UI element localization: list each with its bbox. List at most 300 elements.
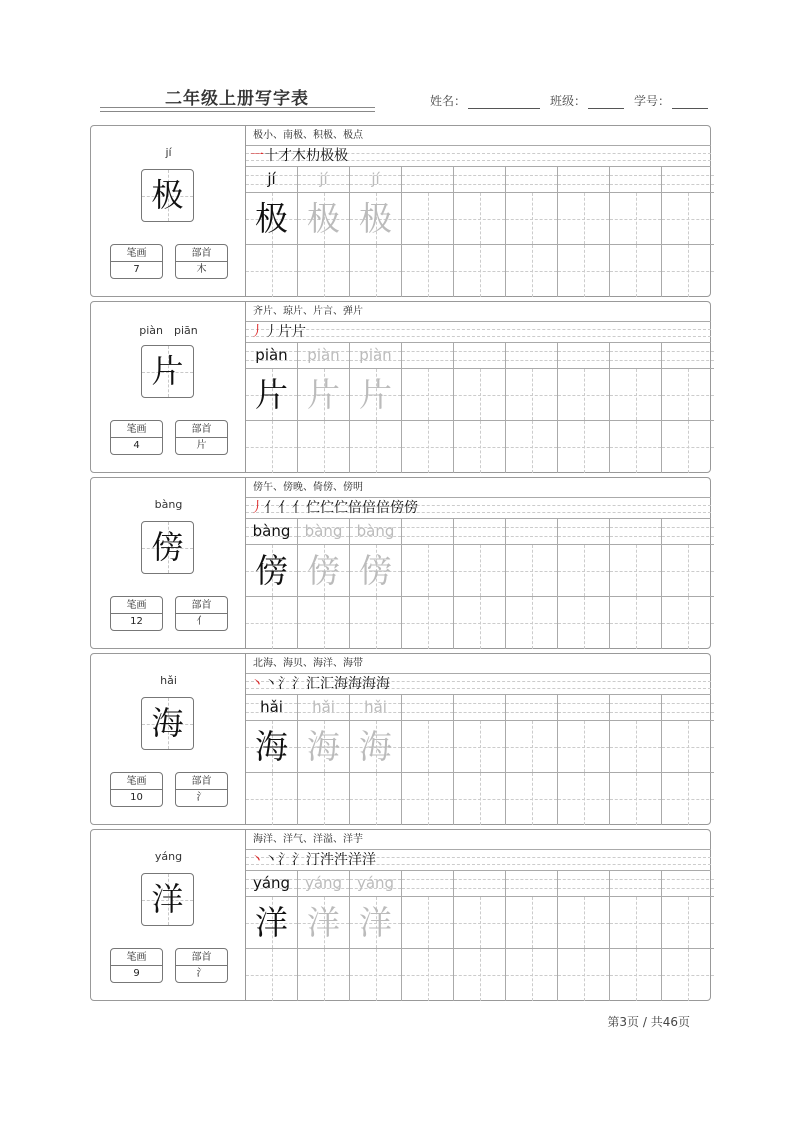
- writing-cell[interactable]: [610, 949, 661, 1001]
- pinyin-practice-cell[interactable]: [402, 871, 453, 897]
- stroke-count-value: 7: [133, 264, 140, 275]
- pinyin-practice-cell[interactable]: [662, 519, 714, 545]
- writing-cell[interactable]: [662, 545, 714, 597]
- practice-column: [350, 343, 402, 473]
- practice-grid: [246, 871, 711, 1001]
- writing-cell[interactable]: [506, 597, 557, 649]
- character-pinyin: bàng: [154, 498, 183, 511]
- stroke-step: 氵: [292, 852, 306, 868]
- pinyin-practice-cell[interactable]: [506, 519, 557, 545]
- character-pinyin: hǎi: [160, 674, 177, 687]
- stroke-step: 汼: [334, 852, 348, 868]
- writing-cell[interactable]: [454, 721, 505, 773]
- trace-character: 片: [359, 375, 392, 414]
- example-words: 齐片、琼片、片言、弹片: [246, 302, 711, 322]
- writing-cell[interactable]: [610, 193, 661, 245]
- pinyin-practice-cell[interactable]: [454, 695, 505, 721]
- radical-box: [175, 420, 228, 455]
- class-label: 班级：: [549, 94, 586, 108]
- pinyin-practice-cell[interactable]: [662, 695, 714, 721]
- writing-cell[interactable]: [350, 421, 401, 473]
- practice-column: [350, 695, 402, 825]
- character-box: [141, 873, 194, 926]
- pinyin-practice-cell[interactable]: [558, 167, 609, 193]
- character-card: [90, 829, 711, 1001]
- practice-column: [454, 519, 506, 649]
- radical-value: 氵: [196, 792, 207, 803]
- practice-grid: [246, 167, 711, 297]
- writing-cell[interactable]: [506, 773, 557, 825]
- title-underline: [100, 107, 375, 112]
- character-pinyin: piàn piān: [139, 324, 198, 337]
- practice-column: [454, 167, 506, 297]
- pinyin-practice-cell[interactable]: [506, 695, 557, 721]
- trace-pinyin: piàn: [307, 346, 340, 364]
- trace-character: 海: [359, 727, 392, 766]
- writing-cell[interactable]: [610, 369, 661, 421]
- writing-cell[interactable]: [298, 773, 349, 825]
- stroke-order-row: [246, 322, 711, 343]
- practice-column: [298, 871, 350, 1001]
- writing-cell[interactable]: [454, 897, 505, 949]
- trace-character: 海: [307, 727, 340, 766]
- writing-cell[interactable]: [610, 773, 661, 825]
- pinyin-practice-cell[interactable]: [610, 871, 661, 897]
- stroke-count-label: 笔画: [111, 597, 162, 614]
- stroke-step: 海: [362, 676, 376, 692]
- writing-cell[interactable]: [454, 245, 505, 297]
- stroke-step: 伫: [320, 500, 334, 516]
- writing-cell[interactable]: [402, 545, 453, 597]
- writing-cell[interactable]: [402, 949, 453, 1001]
- stroke-order-row: [246, 498, 711, 519]
- stroke-step: 极: [334, 148, 348, 164]
- stroke-step: 汀: [306, 852, 320, 868]
- stroke-step: 木: [292, 148, 306, 164]
- trace-character: 洋: [359, 903, 392, 942]
- stroke-step: 丿: [250, 500, 264, 516]
- stroke-count-label: 笔画: [111, 421, 162, 438]
- stroke-step: 洋: [348, 852, 362, 868]
- example-words: 北海、海贝、海洋、海带: [246, 654, 711, 674]
- trace-character: 傍: [307, 551, 340, 590]
- practice-column: [662, 871, 714, 1001]
- character-info-panel: [91, 126, 246, 296]
- writing-cell[interactable]: [506, 897, 557, 949]
- model-pinyin: jí: [267, 170, 276, 188]
- writing-cell[interactable]: [350, 597, 401, 649]
- character-card: [90, 653, 711, 825]
- name-label: 姓名：: [429, 94, 466, 108]
- writing-cell[interactable]: [298, 949, 349, 1001]
- stroke-count-box: [110, 596, 163, 631]
- pinyin-practice-cell[interactable]: [610, 695, 661, 721]
- writing-cell[interactable]: [246, 597, 297, 649]
- writing-cell[interactable]: [246, 773, 297, 825]
- practice-column: [350, 167, 402, 297]
- radical-label: 部首: [176, 421, 227, 438]
- practice-panel: [246, 302, 711, 472]
- practice-column: [402, 871, 454, 1001]
- practice-column: [662, 519, 714, 649]
- practice-column: [298, 343, 350, 473]
- writing-cell[interactable]: [298, 245, 349, 297]
- practice-column: [610, 167, 662, 297]
- model-pinyin: yáng: [252, 874, 291, 892]
- pinyin-practice-cell[interactable]: [402, 519, 453, 545]
- trace-pinyin: jí: [371, 170, 380, 188]
- radical-value: 氵: [196, 968, 207, 979]
- writing-cell[interactable]: [506, 193, 557, 245]
- pinyin-practice-cell[interactable]: [662, 871, 714, 897]
- class-blank[interactable]: [588, 97, 624, 109]
- writing-cell[interactable]: [402, 773, 453, 825]
- example-words: 极小、南极、积极、极点: [246, 126, 711, 146]
- practice-column: [662, 343, 714, 473]
- pinyin-practice-cell[interactable]: [402, 343, 453, 369]
- writing-cell[interactable]: [454, 369, 505, 421]
- stroke-step: 片: [292, 324, 306, 340]
- practice-column: [246, 871, 298, 1001]
- stroke-step: 汼: [320, 852, 334, 868]
- stroke-count-box: [110, 244, 163, 279]
- writing-cell[interactable]: [662, 949, 714, 1001]
- practice-column: [610, 871, 662, 1001]
- practice-column: [454, 343, 506, 473]
- stroke-count-value: 4: [133, 440, 140, 451]
- stroke-count-box: [110, 772, 163, 807]
- pinyin-practice-cell[interactable]: [558, 695, 609, 721]
- practice-panel: [246, 478, 711, 648]
- practice-column: [246, 695, 298, 825]
- stroke-step: 倍: [376, 500, 390, 516]
- trace-character: 洋: [307, 903, 340, 942]
- stroke-count-box: [110, 948, 163, 983]
- stroke-step: 氵: [278, 676, 292, 692]
- writing-cell[interactable]: [298, 597, 349, 649]
- student-no-field: [634, 92, 708, 109]
- writing-cell[interactable]: [402, 193, 453, 245]
- writing-cell[interactable]: [506, 369, 557, 421]
- trace-pinyin: yáng: [304, 874, 343, 892]
- stroke-order-sequence: [250, 322, 306, 343]
- writing-cell[interactable]: [662, 245, 714, 297]
- stroke-step: 海: [334, 676, 348, 692]
- character-pinyin: yáng: [154, 850, 183, 863]
- stroke-count-label: 笔画: [111, 773, 162, 790]
- practice-column: [454, 695, 506, 825]
- trace-character: 极: [359, 199, 392, 238]
- trace-pinyin: hǎi: [312, 698, 335, 716]
- writing-cell[interactable]: [662, 193, 714, 245]
- practice-column: [558, 167, 610, 297]
- worksheet-header: [90, 80, 710, 112]
- pinyin-practice-cell[interactable]: [454, 871, 505, 897]
- model-pinyin: bàng: [252, 522, 291, 540]
- stroke-order-row: [246, 146, 711, 167]
- writing-cell[interactable]: [558, 193, 609, 245]
- stroke-step: 海: [376, 676, 390, 692]
- writing-cell[interactable]: [506, 421, 557, 473]
- writing-cell[interactable]: [506, 949, 557, 1001]
- stroke-step: 氵: [278, 852, 292, 868]
- character-glyph: 极: [151, 176, 184, 214]
- practice-column: [558, 871, 610, 1001]
- radical-box: [175, 596, 228, 631]
- stroke-step: 十: [264, 148, 278, 164]
- practice-column: [246, 519, 298, 649]
- pinyin-practice-cell[interactable]: [402, 695, 453, 721]
- writing-cell[interactable]: [402, 421, 453, 473]
- practice-column: [558, 695, 610, 825]
- stroke-count-value: 10: [130, 792, 143, 803]
- practice-column: [506, 343, 558, 473]
- practice-panel: [246, 830, 711, 1000]
- writing-cell[interactable]: [558, 421, 609, 473]
- writing-cell[interactable]: [506, 721, 557, 773]
- pinyin-practice-cell[interactable]: [454, 343, 505, 369]
- writing-cell[interactable]: [610, 421, 661, 473]
- practice-column: [246, 167, 298, 297]
- writing-cell[interactable]: [662, 421, 714, 473]
- writing-cell[interactable]: [350, 773, 401, 825]
- character-info-panel: [91, 302, 246, 472]
- practice-column: [350, 871, 402, 1001]
- character-info-panel: [91, 478, 246, 648]
- model-pinyin: hǎi: [260, 698, 283, 716]
- trace-pinyin: bàng: [356, 522, 395, 540]
- practice-column: [402, 167, 454, 297]
- writing-cell[interactable]: [454, 545, 505, 597]
- writing-cell[interactable]: [402, 245, 453, 297]
- stroke-step: 洋: [362, 852, 376, 868]
- practice-grid: [246, 695, 711, 825]
- writing-cell[interactable]: [454, 193, 505, 245]
- stroke-step: 亻: [292, 500, 306, 516]
- practice-column: [506, 167, 558, 297]
- character-info-panel: [91, 830, 246, 1000]
- practice-column: [610, 519, 662, 649]
- stroke-count-label: 笔画: [111, 245, 162, 262]
- stroke-step: 丿: [264, 324, 278, 340]
- character-glyph: 片: [151, 352, 184, 390]
- pinyin-practice-cell[interactable]: [506, 343, 557, 369]
- pinyin-practice-cell[interactable]: [610, 343, 661, 369]
- writing-cell[interactable]: [246, 949, 297, 1001]
- character-glyph: 海: [151, 704, 184, 742]
- writing-cell[interactable]: [558, 545, 609, 597]
- model-pinyin: piàn: [255, 346, 288, 364]
- practice-column: [298, 167, 350, 297]
- practice-column: [350, 519, 402, 649]
- writing-cell[interactable]: [454, 773, 505, 825]
- practice-column: [298, 695, 350, 825]
- character-box: [141, 169, 194, 222]
- practice-column: [558, 343, 610, 473]
- example-words: 傍午、傍晚、倚傍、傍明: [246, 478, 711, 498]
- stroke-count-label: 笔画: [111, 949, 162, 966]
- practice-panel: [246, 126, 711, 296]
- writing-cell[interactable]: [350, 245, 401, 297]
- radical-label: 部首: [176, 245, 227, 262]
- trace-character: 片: [307, 375, 340, 414]
- stroke-order-sequence: [250, 146, 348, 167]
- writing-cell[interactable]: [662, 369, 714, 421]
- stroke-order-sequence: [250, 674, 390, 695]
- radical-label: 部首: [176, 773, 227, 790]
- model-character: 傍: [255, 551, 288, 590]
- writing-cell[interactable]: [610, 597, 661, 649]
- character-glyph: 洋: [151, 880, 184, 918]
- pinyin-practice-cell[interactable]: [506, 871, 557, 897]
- pinyin-practice-cell[interactable]: [610, 167, 661, 193]
- writing-cell[interactable]: [246, 421, 297, 473]
- model-character: 极: [255, 199, 288, 238]
- page-title: 二年级上册写字表: [165, 89, 309, 109]
- trace-pinyin: piàn: [359, 346, 392, 364]
- writing-cell[interactable]: [610, 545, 661, 597]
- writing-cell[interactable]: [402, 721, 453, 773]
- writing-cell[interactable]: [610, 245, 661, 297]
- stroke-step: 才: [278, 148, 292, 164]
- writing-cell[interactable]: [662, 597, 714, 649]
- writing-cell[interactable]: [350, 949, 401, 1001]
- writing-cell[interactable]: [402, 897, 453, 949]
- writing-cell[interactable]: [558, 369, 609, 421]
- stroke-step: 海: [348, 676, 362, 692]
- writing-cell[interactable]: [558, 949, 609, 1001]
- practice-column: [506, 519, 558, 649]
- writing-cell[interactable]: [558, 773, 609, 825]
- stroke-step: 丶: [250, 676, 264, 692]
- pinyin-practice-cell[interactable]: [610, 519, 661, 545]
- writing-cell[interactable]: [506, 245, 557, 297]
- character-box: [141, 345, 194, 398]
- stroke-order-sequence: [250, 850, 376, 871]
- character-card: [90, 125, 711, 297]
- practice-column: [610, 343, 662, 473]
- writing-cell[interactable]: [454, 949, 505, 1001]
- trace-character: 傍: [359, 551, 392, 590]
- pinyin-practice-cell[interactable]: [558, 871, 609, 897]
- stroke-step: 汇: [306, 676, 320, 692]
- character-pinyin: jí: [165, 146, 172, 159]
- pinyin-practice-cell[interactable]: [454, 167, 505, 193]
- student-no-blank[interactable]: [672, 97, 708, 109]
- character-info-panel: [91, 654, 246, 824]
- model-character: 海: [255, 727, 288, 766]
- page-indicator: 第3页 / 共46页: [607, 1015, 690, 1029]
- name-field: [430, 92, 540, 109]
- writing-cell[interactable]: [402, 597, 453, 649]
- writing-cell[interactable]: [558, 597, 609, 649]
- character-box: [141, 521, 194, 574]
- writing-cell[interactable]: [298, 421, 349, 473]
- writing-cell[interactable]: [454, 421, 505, 473]
- practice-column: [662, 695, 714, 825]
- pinyin-practice-cell[interactable]: [506, 167, 557, 193]
- radical-box: [175, 772, 228, 807]
- practice-column: [454, 871, 506, 1001]
- trace-pinyin: hǎi: [364, 698, 387, 716]
- stroke-step: 丿: [250, 324, 264, 340]
- radical-value: 木: [196, 264, 207, 275]
- pinyin-practice-cell[interactable]: [402, 167, 453, 193]
- writing-cell[interactable]: [662, 897, 714, 949]
- writing-cell[interactable]: [610, 721, 661, 773]
- stroke-count-value: 12: [130, 616, 143, 627]
- character-card: [90, 477, 711, 649]
- practice-grid: [246, 343, 711, 473]
- practice-column: [402, 695, 454, 825]
- writing-cell[interactable]: [558, 897, 609, 949]
- radical-value: 亻: [196, 616, 207, 627]
- practice-column: [506, 871, 558, 1001]
- practice-panel: [246, 654, 711, 824]
- student-no-label: 学号：: [633, 94, 670, 108]
- stroke-step: 汇: [320, 676, 334, 692]
- writing-cell[interactable]: [610, 897, 661, 949]
- stroke-step: 氵: [292, 676, 306, 692]
- practice-column: [402, 519, 454, 649]
- writing-cell[interactable]: [402, 369, 453, 421]
- radical-label: 部首: [176, 597, 227, 614]
- stroke-step: 亻: [264, 500, 278, 516]
- name-blank[interactable]: [468, 97, 540, 109]
- stroke-order-row: [246, 674, 711, 695]
- radical-value: 片: [196, 440, 207, 451]
- stroke-step: 片: [278, 324, 292, 340]
- trace-character: 极: [307, 199, 340, 238]
- pinyin-practice-cell[interactable]: [662, 343, 714, 369]
- practice-grid: [246, 519, 711, 649]
- pinyin-practice-cell[interactable]: [662, 167, 714, 193]
- stroke-step: 傍: [390, 500, 404, 516]
- stroke-step: 伫: [306, 500, 320, 516]
- class-field: [550, 92, 624, 109]
- model-character: 洋: [255, 903, 288, 942]
- trace-pinyin: jí: [319, 170, 328, 188]
- pinyin-practice-cell[interactable]: [558, 519, 609, 545]
- writing-cell[interactable]: [558, 245, 609, 297]
- writing-cell[interactable]: [662, 721, 714, 773]
- writing-cell[interactable]: [506, 545, 557, 597]
- character-glyph: 傍: [151, 528, 184, 566]
- stroke-step: 亻: [278, 500, 292, 516]
- stroke-step: 傍: [404, 500, 418, 516]
- writing-cell[interactable]: [558, 721, 609, 773]
- stroke-step: 朸: [306, 148, 320, 164]
- stroke-count-box: [110, 420, 163, 455]
- pinyin-practice-cell[interactable]: [558, 343, 609, 369]
- character-box: [141, 697, 194, 750]
- writing-cell[interactable]: [662, 773, 714, 825]
- stroke-step: 丶: [264, 852, 278, 868]
- pinyin-practice-cell[interactable]: [454, 519, 505, 545]
- trace-pinyin: bàng: [304, 522, 343, 540]
- practice-column: [662, 167, 714, 297]
- stroke-step: 一: [250, 148, 264, 164]
- writing-cell[interactable]: [454, 597, 505, 649]
- practice-column: [610, 695, 662, 825]
- practice-column: [298, 519, 350, 649]
- practice-column: [246, 343, 298, 473]
- stroke-order-row: [246, 850, 711, 871]
- example-words: 海洋、洋气、洋溢、洋芋: [246, 830, 711, 850]
- radical-label: 部首: [176, 949, 227, 966]
- stroke-step: 丶: [250, 852, 264, 868]
- writing-cell[interactable]: [246, 245, 297, 297]
